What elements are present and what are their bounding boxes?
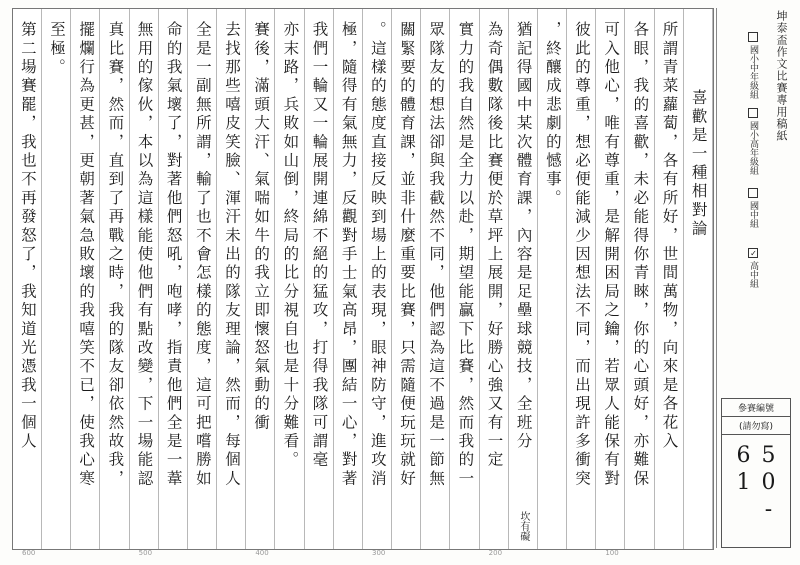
writer-mark: 坎有礙 [517, 511, 529, 541]
essay-line: 無用的傢伙，本以為這樣能使他們有點改變，下一場能認 [135, 21, 154, 489]
essay-line: 猶記得國中某次體育課，內容是足壘球競技，全班分 [514, 21, 533, 452]
essay-line: 各眼，我的喜歡，未必能得你青睞，你的心頭好，亦難保 [631, 21, 650, 489]
essay-column [305, 9, 334, 549]
essay-line: ，終釀成悲劇的憾事。 [543, 21, 562, 208]
essay-column [334, 9, 363, 549]
ruler-tick: 600 [22, 549, 36, 557]
manuscript-grid [12, 8, 714, 550]
essay-column [509, 9, 538, 549]
essay-line: 至極。 [47, 21, 66, 78]
essay-line: 彼此的尊重，想必便能減少因想法不同，而出現許多衝突 [572, 21, 591, 489]
category-option-junior-high[interactable]: 國中組 [747, 188, 760, 228]
essay-column [130, 9, 159, 549]
entry-number-box [721, 398, 791, 548]
essay-column [276, 9, 305, 549]
essay-line: 我們一輪又一輪展開連綿不絕的猛攻，打得我隊可謂毫 [310, 21, 329, 470]
essay-line: 所謂青菜蘿蔔，各有所好，世間萬物，向來是各花入 [660, 21, 679, 452]
essay-line: 實力的我自然是全力以赴，期望能贏下比賽，然而我的一 [456, 21, 475, 489]
checkmark-icon[interactable]: ✓ [749, 249, 758, 258]
essay-column [246, 9, 275, 549]
essay-column [684, 9, 713, 549]
essay-line: 命的我氣壞了，對著他們怒吼，咆哮，指責他們全是一葦 [164, 21, 183, 489]
ruler-tick: 400 [255, 549, 269, 557]
entry-note: (請勿寫) [722, 417, 790, 435]
essay-line: 為奇偶數隊後比賽便於草坪上展開，好勝心強又有一定 [485, 21, 504, 470]
essay-column [392, 9, 421, 549]
essay-line: 賽後，滿頭大汗、氣喘如牛的我立即懷怒氣動的衝 [252, 21, 271, 433]
essay-column [217, 9, 246, 549]
essay-line: 極，隨得有氣無力，反觀對手士氣高昂，團結一心，對著 [339, 21, 358, 489]
entry-label: 參賽編號 [722, 399, 790, 417]
essay-column [13, 9, 42, 549]
form-title: 坤泰盃作文比賽專用稿紙 [775, 10, 788, 142]
essay-line: 喜歡是一種相對論 [689, 89, 708, 239]
essay-line: 真比賽，然而，直到了再戰之時，我的隊友卻依然故我， [106, 21, 125, 489]
essay-line: 擺爛行為更甚，更朝著氣急敗壞的我嘻笑不已，使我心寒 [77, 21, 96, 489]
entry-number: 50-61 [731, 443, 781, 524]
essay-column [188, 9, 217, 549]
category-option-elementary-middle[interactable]: 國小中年級組 [747, 32, 760, 99]
essay-column [363, 9, 392, 549]
essay-column [159, 9, 188, 549]
essay-column [538, 9, 567, 549]
checkbox-icon[interactable] [748, 108, 758, 118]
essay-column [655, 9, 684, 549]
essay-column [451, 9, 480, 549]
ruler-tick: 100 [605, 549, 619, 557]
essay-line: 眾隊友的想法卻與我截然不同，他們認為這不過是一節無 [427, 21, 446, 489]
form-sidebar [716, 8, 793, 548]
category-option-elementary-upper[interactable]: 國小高年級組 [747, 108, 760, 175]
essay-column [71, 9, 100, 549]
essay-column [596, 9, 625, 549]
ruler-tick: 300 [372, 549, 386, 557]
essay-line: 關緊要的體育課，並非什麼重要比賽，只需隨便玩玩就好 [397, 21, 416, 489]
essay-line: 。這樣的態度直接反映到場上的表現，眼神防守，進攻消 [368, 21, 387, 489]
essay-column [567, 9, 596, 549]
word-count-ruler [12, 549, 712, 561]
ruler-tick: 200 [488, 549, 503, 557]
ruler-tick: 500 [138, 549, 153, 557]
essay-line: 亦末路，兵敗如山倒，終局的比分視自也是十分難看。 [281, 21, 300, 470]
checkbox-icon[interactable] [748, 188, 758, 198]
essay-column [42, 9, 71, 549]
category-option-senior-high[interactable]: ✓高中組 [748, 249, 758, 288]
essay-column [101, 9, 130, 549]
essay-line: 全是一副無所謂，輸了也不會怎樣的態度，這可把嚐勝如 [193, 21, 212, 489]
essay-line: 可入他心，唯有尊重，是解開困局之鑰，若眾人能保有對 [602, 21, 621, 489]
essay-column [421, 9, 450, 549]
essay-line: 第二場賽罷，我也不再發怒了，我知道光憑我一個人 [18, 21, 37, 452]
checkbox-icon[interactable] [748, 32, 758, 42]
essay-column [626, 9, 655, 549]
essay-column [480, 9, 509, 549]
essay-line: 去找那些嘻皮笑臉、渾汗未出的隊友理論，然而，每個人 [222, 21, 241, 489]
